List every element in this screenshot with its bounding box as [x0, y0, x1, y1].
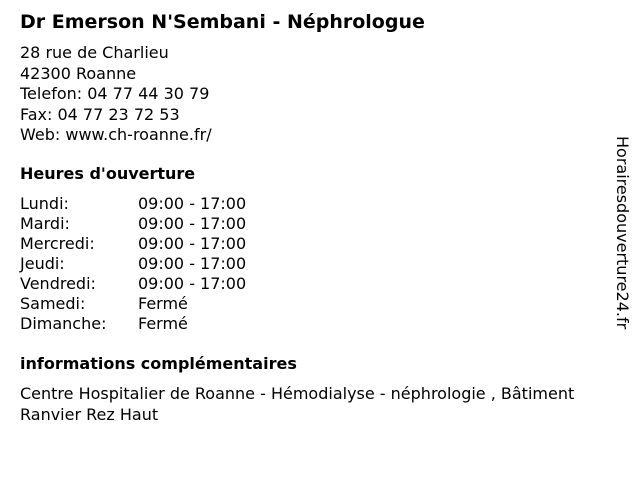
day-hours: 09:00 - 17:00	[138, 194, 247, 213]
website-link: Web: www.ch-roanne.fr/	[20, 125, 212, 144]
watermark-text: Horairesdouverture24.fr	[613, 136, 632, 330]
hours-row-monday	[20, 194, 246, 214]
day-hours: 09:00 - 17:00	[138, 234, 247, 253]
day-hours: 09:00 - 17:00	[138, 214, 247, 233]
day-label: Jeudi:	[20, 254, 65, 273]
day-label: Mercredi:	[20, 234, 95, 253]
additional-info-text: Centre Hospitalier de Roanne - Hémodialyse - néphrologie , Bâtiment Ranvier Rez Haut	[20, 384, 575, 424]
city: 42300 Roanne	[20, 63, 137, 83]
additional-info-heading: informations complémentaires	[20, 354, 297, 373]
opening-hours-heading: Heures d'ouverture	[20, 164, 196, 183]
day-label: Lundi:	[20, 194, 69, 213]
day-hours: Fermé	[138, 314, 188, 333]
day-label: Vendredi:	[20, 274, 96, 293]
opening-hours-table	[20, 194, 246, 334]
day-label: Dimanche:	[20, 314, 107, 333]
hours-row-saturday	[20, 294, 246, 314]
day-label: Samedi:	[20, 294, 86, 313]
hours-row-thursday	[20, 254, 246, 274]
page-title: Dr Emerson N'Sembani - Néphrologue	[20, 11, 425, 33]
hours-row-sunday	[20, 314, 246, 334]
hours-row-wednesday	[20, 234, 246, 254]
day-hours: Fermé	[138, 294, 188, 313]
day-hours: 09:00 - 17:00	[138, 274, 247, 293]
day-hours: 09:00 - 17:00	[138, 254, 247, 273]
street-address: 28 rue de Charlieu	[20, 43, 169, 62]
hours-row-tuesday	[20, 214, 246, 234]
site-watermark	[612, 136, 632, 346]
fax-number: Fax: 04 77 23 72 53	[20, 104, 180, 124]
day-label: Mardi:	[20, 214, 70, 233]
phone-number: Telefon: 04 77 44 30 79	[20, 84, 210, 103]
hours-row-friday	[20, 274, 246, 294]
contact-block	[20, 43, 212, 146]
